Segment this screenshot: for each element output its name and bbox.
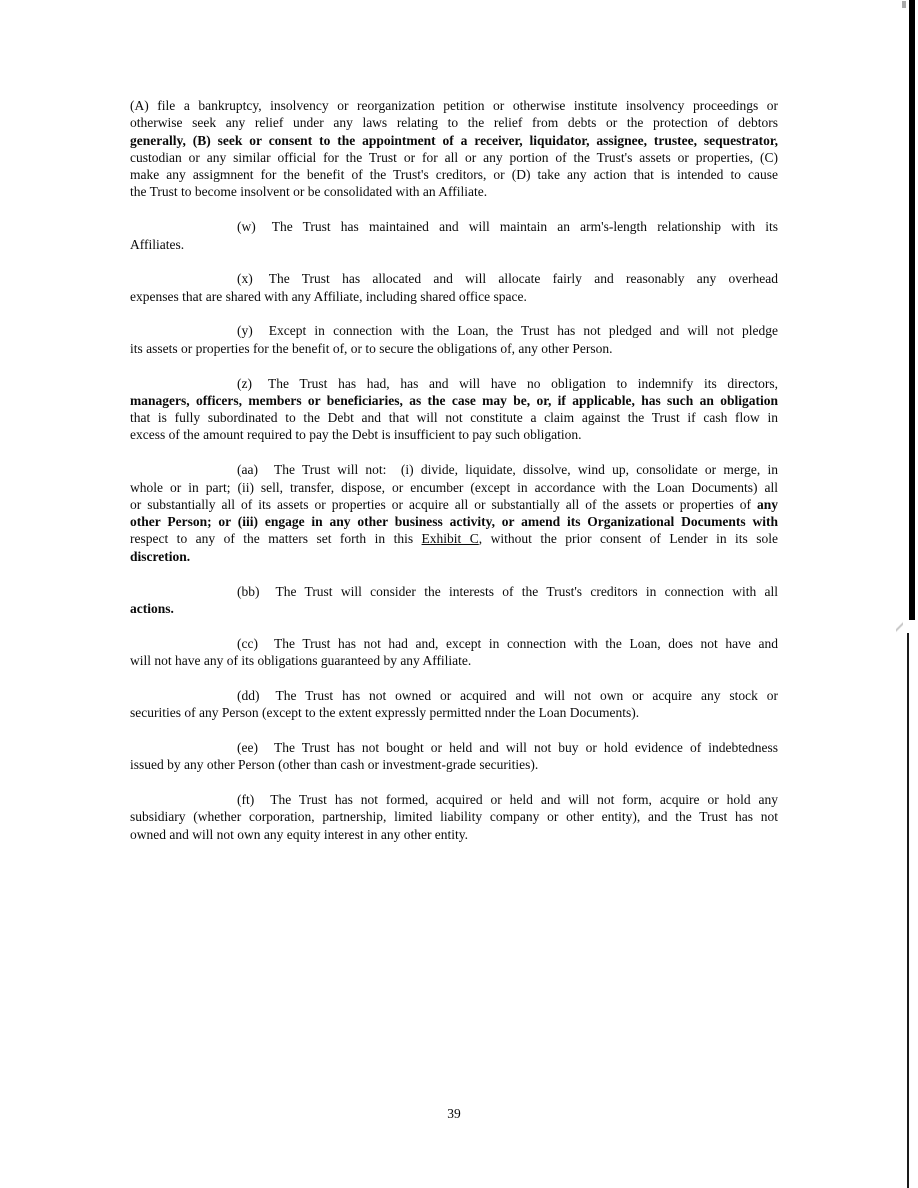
- text-line: [130, 340, 778, 357]
- text-segment: issued by any other Person (other than cash or investment-grade securities).: [130, 757, 539, 773]
- text-line: [130, 426, 778, 443]
- text-line: [130, 548, 778, 565]
- text-line: [130, 114, 778, 131]
- text-line: [130, 461, 778, 478]
- text-segment: that is fully subordinated to the Debt and that will not constitute a claim against the Trust if cash flow in: [130, 410, 778, 426]
- text-segment: The Trust has had, has and will have no obligation to indemnify its directors,: [267, 375, 778, 391]
- text-line: [130, 236, 778, 253]
- text-line: [130, 583, 778, 600]
- scan-edge-bar: [909, 0, 915, 620]
- clause-label: (bb): [237, 583, 260, 599]
- text-segment: actions.: [130, 600, 174, 616]
- clause-label: (y): [237, 323, 253, 339]
- text-line: [130, 132, 778, 149]
- paragraph-clause-ee: [130, 739, 778, 774]
- text-segment: managers, officers, members or beneficiaries, as the case may be, or, if applicable, has such an obligation: [130, 392, 778, 408]
- text-segment: The Trust has not owned or acquired and will not own or acquire any stock or: [275, 687, 778, 703]
- paragraph-clause-aa: [130, 461, 778, 565]
- paragraph-clause-ft: [130, 791, 778, 843]
- text-line: [130, 375, 778, 392]
- scan-speck: [896, 619, 903, 635]
- text-segment: Except in connection with the Loan, the Trust has not pledged and will not pledge: [268, 323, 778, 339]
- text-line: [130, 826, 778, 843]
- text-segment: other Person; or (iii) engage in any other business activity, or amend its Organizational Documents with: [130, 514, 778, 530]
- text-line: [130, 496, 778, 513]
- paragraph-clause-A-D: [130, 97, 778, 201]
- text-line: [130, 687, 778, 704]
- text-segment: The Trust has allocated and will allocate fairly and reasonably any overhead: [268, 271, 778, 287]
- scan-edge-line: [907, 633, 909, 1188]
- text-segment: securities of any Person (except to the extent expressly permitted nnder the Loan Documents).: [130, 705, 640, 721]
- text-segment: The Trust will not: (i) divide, liquidate, dissolve, wind up, consolidate or merge, in: [273, 462, 778, 478]
- text-line: [130, 270, 778, 287]
- scan-speck: [902, 1, 906, 8]
- text-segment: otherwise seek any relief under any laws relating to the relief from debts or the protection of debtors: [130, 115, 778, 131]
- paragraph-clause-y: [130, 322, 778, 357]
- clause-label: (w): [237, 219, 256, 235]
- clause-label: (aa): [237, 462, 258, 478]
- paragraph-clause-dd: [130, 687, 778, 722]
- text-line: [130, 97, 778, 114]
- text-line: [130, 149, 778, 166]
- text-line: [130, 635, 778, 652]
- clause-label: (ft): [237, 791, 255, 807]
- paragraph-clause-x: [130, 270, 778, 305]
- text-segment: make any assigmnent for the benefit of the Trust's creditors, or (D) take any action that is intended to cause: [130, 167, 778, 183]
- text-line: [130, 530, 778, 547]
- text-segment: whole or in part; (ii) sell, transfer, dispose, or encumber (except in accordance with the Loan Documents) all: [130, 479, 778, 495]
- text-segment: expenses that are shared with any Affiliate, including shared office space.: [130, 288, 527, 304]
- paragraph-clause-z: [130, 375, 778, 444]
- text-segment: The Trust has not bought or held and will not buy or hold evidence of indebtedness: [273, 739, 778, 755]
- clause-label: (dd): [237, 687, 260, 703]
- text-line: [130, 739, 778, 756]
- text-segment: excess of the amount required to pay the Debt is insufficient to pay such obligation.: [130, 427, 582, 443]
- text-segment: Exhibit C: [421, 531, 479, 547]
- text-segment: (A) file a bankruptcy, insolvency or reorganization petition or otherwise institute insolvency proceedings or: [130, 98, 778, 113]
- text-segment: subsidiary (whether corporation, partnership, limited liability company or other entity), and the Trust has not: [130, 809, 778, 825]
- text-segment: or substantially all of its assets or properties or acquire all or substantially all of the assets or properties of: [130, 496, 757, 512]
- text-line: [130, 791, 778, 808]
- text-segment: The Trust has maintained and will maintain an arm's-length relationship with its: [271, 219, 778, 235]
- text-line: [130, 479, 778, 496]
- text-line: [130, 218, 778, 235]
- text-segment: generally, (B) seek or consent to the appointment of a receiver, liquidator, assignee, trustee, sequestrator,: [130, 132, 778, 148]
- text-segment: custodian or any similar official for the Trust or for all or any portion of the Trust's assets or properties, (C): [130, 149, 778, 165]
- text-line: [130, 392, 778, 409]
- document-body: [130, 97, 778, 843]
- text-line: [130, 652, 778, 669]
- text-segment: The Trust has not had and, except in connection with the Loan, does not have and: [273, 635, 778, 651]
- clause-label: (ee): [237, 739, 258, 755]
- page-number: 39: [447, 1106, 461, 1121]
- text-line: [130, 513, 778, 530]
- text-segment: owned and will not own any equity interest in any other entity.: [130, 826, 469, 842]
- paragraph-clause-cc: [130, 635, 778, 670]
- text-line: [130, 288, 778, 305]
- clause-label: (x): [237, 271, 253, 287]
- text-line: [130, 600, 778, 617]
- text-segment: its assets or properties for the benefit of, or to secure the obligations of, any other Person.: [130, 340, 613, 356]
- text-line: [130, 704, 778, 721]
- clause-label: (cc): [237, 635, 258, 651]
- text-segment: The Trust has not formed, acquired or held and will not form, acquire or hold any: [270, 791, 778, 807]
- text-segment: the Trust to become insolvent or be consolidated with an Affiliate.: [130, 184, 488, 200]
- text-segment: respect to any of the matters set forth in this: [130, 531, 422, 547]
- text-line: [130, 322, 778, 339]
- text-line: [130, 166, 778, 183]
- paragraph-clause-w: [130, 218, 778, 253]
- clause-label: (z): [237, 375, 252, 391]
- text-segment: , without the prior consent of Lender in its sole: [478, 531, 778, 547]
- text-line: [130, 756, 778, 773]
- text-line: [130, 409, 778, 426]
- text-segment: The Trust will consider the interests of the Trust's creditors in connection with all: [275, 583, 778, 599]
- text-segment: Affiliates.: [130, 236, 185, 252]
- text-segment: any: [756, 496, 778, 512]
- text-segment: discretion.: [130, 548, 191, 564]
- paragraph-clause-bb: [130, 583, 778, 618]
- text-segment: will not have any of its obligations guaranteed by any Affiliate.: [130, 652, 472, 668]
- text-line: [130, 183, 778, 200]
- text-line: [130, 808, 778, 825]
